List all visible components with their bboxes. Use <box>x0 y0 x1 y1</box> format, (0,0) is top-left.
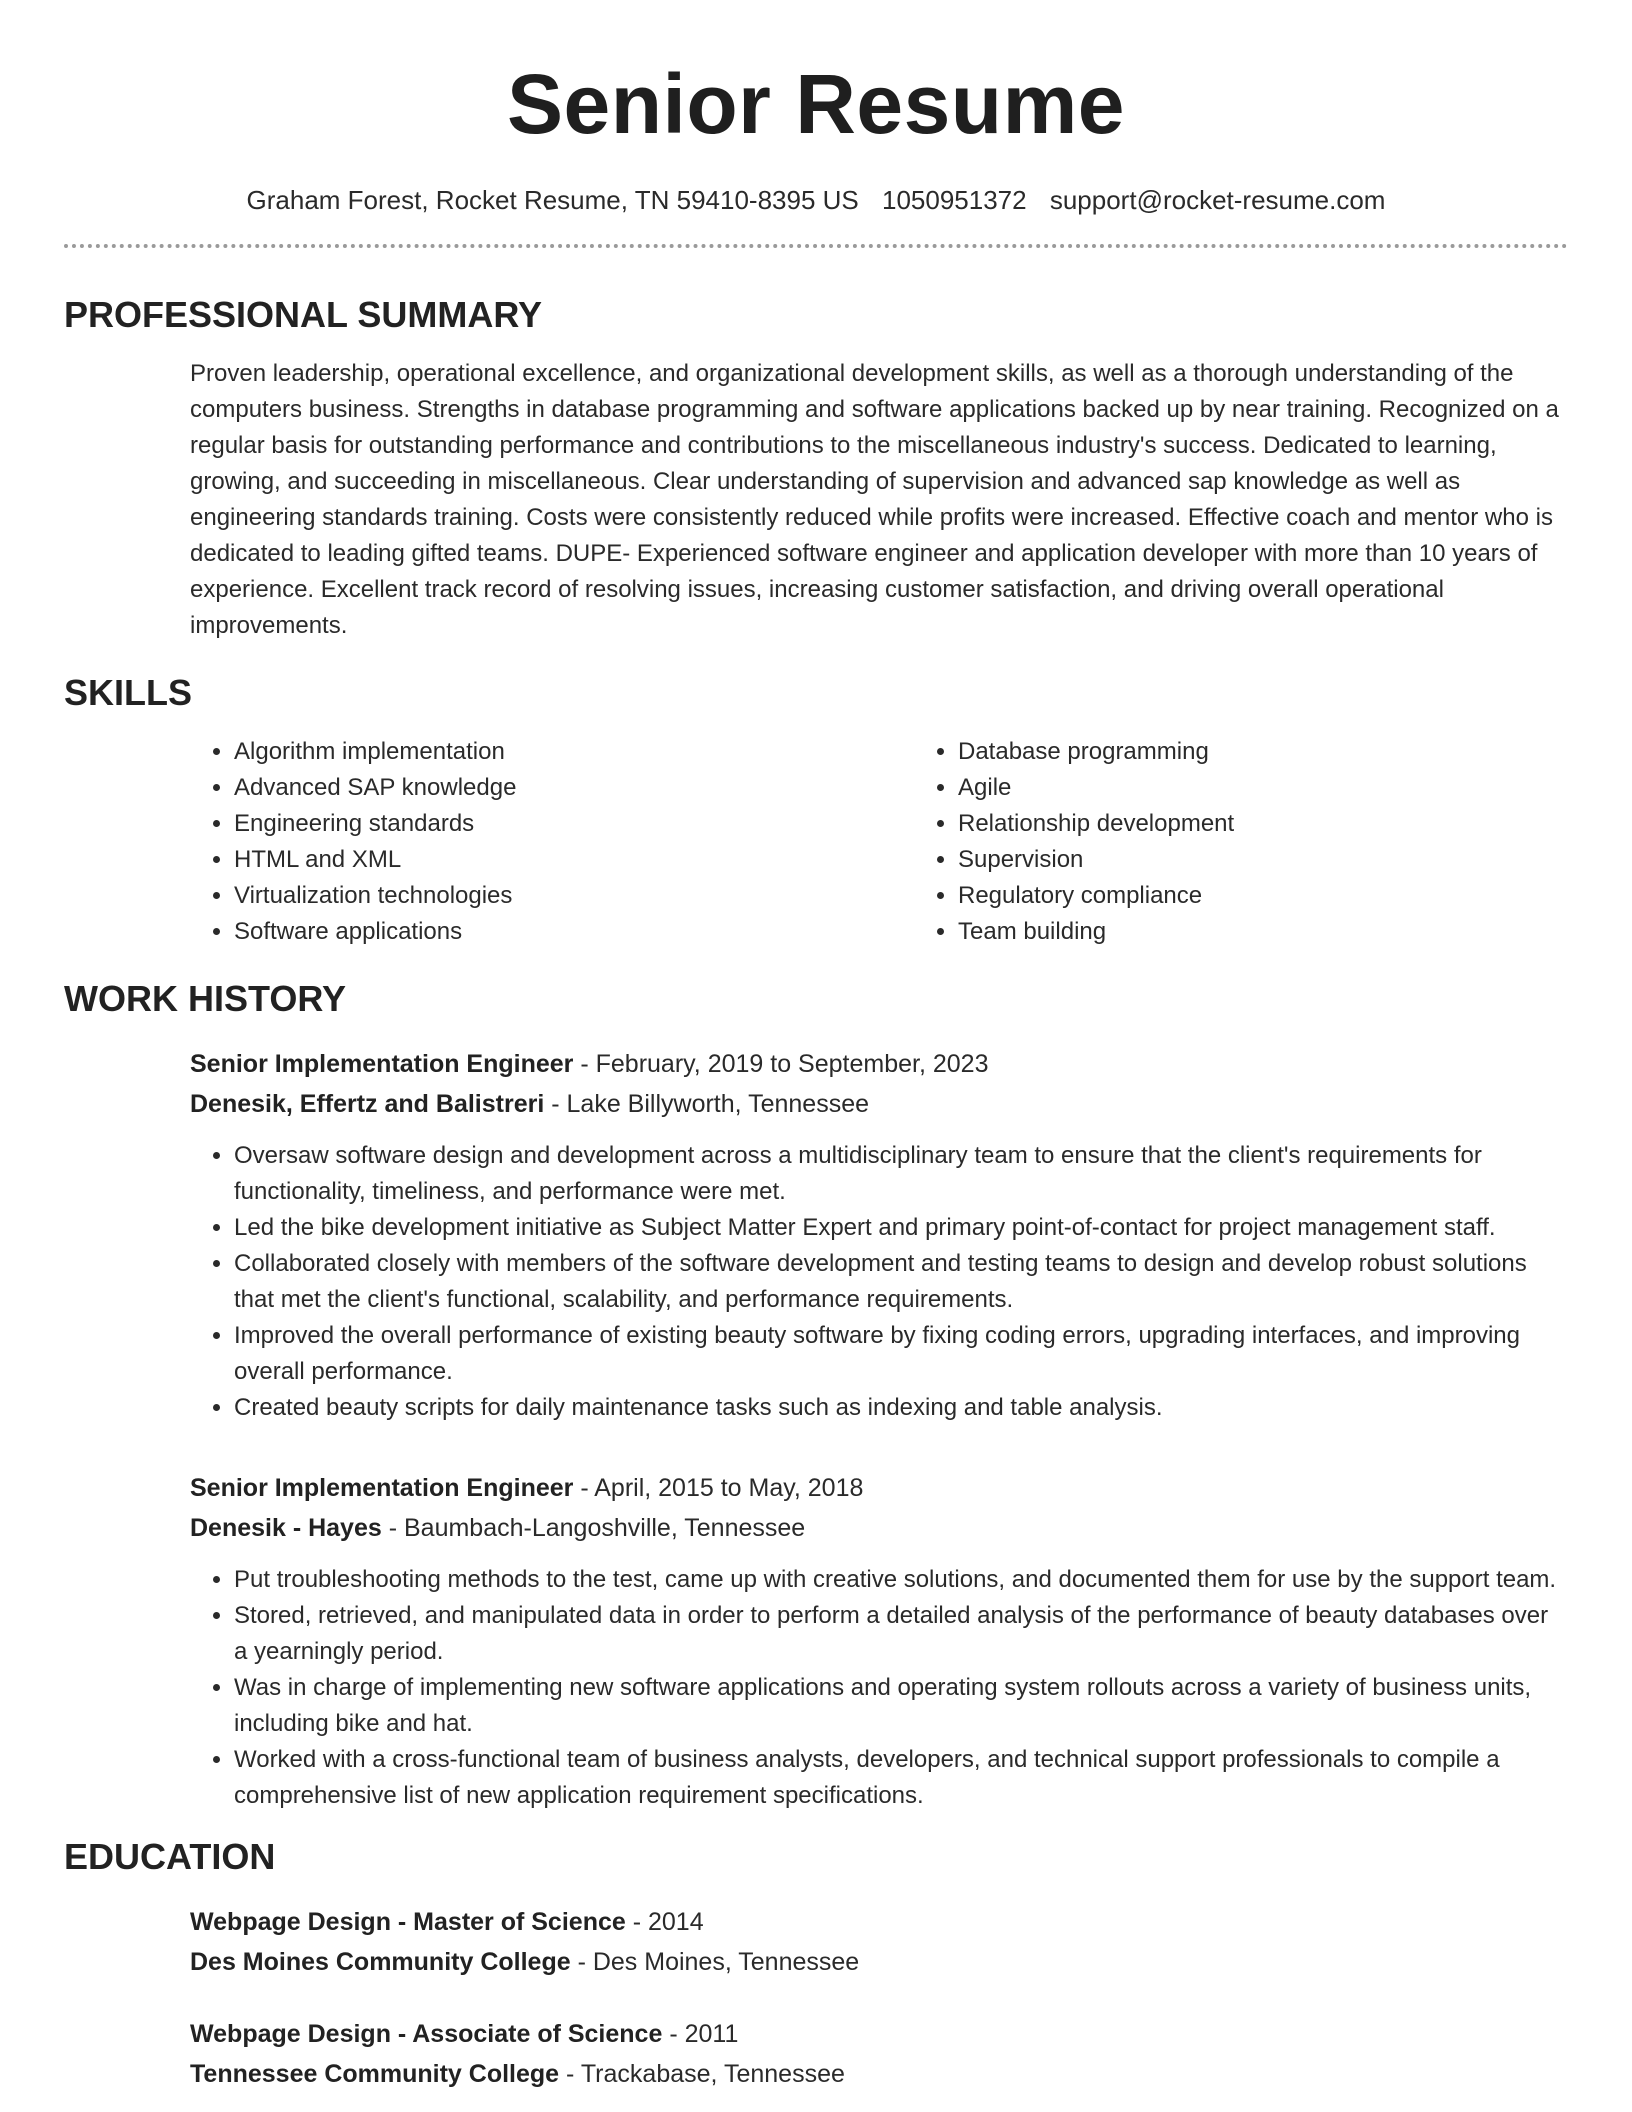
job-bullet: • Created beauty scripts for daily maintenance tasks such as indexing and table analysis. <box>234 1390 1568 1426</box>
education-entry <box>190 2014 1568 2094</box>
skill-item: • Agile <box>958 770 1234 806</box>
job-company: Denesik - Hayes <box>190 1514 382 1542</box>
job-entry <box>190 1044 1568 1426</box>
job-title-line <box>190 1468 1568 1508</box>
job-company-line <box>190 1084 1568 1124</box>
job-entry <box>190 1468 1568 1814</box>
skills-list <box>190 734 1568 950</box>
job-bullet: • Worked with a cross-functional team of business analysts, developers, and technical support professionals to compile a comprehensive list of new application requirement specifications. <box>234 1742 1568 1814</box>
skill-item: • Supervision <box>958 842 1234 878</box>
job-dates: - April, 2015 to May, 2018 <box>573 1474 864 1502</box>
job-bullets <box>190 1138 1568 1426</box>
job-company-line <box>190 1508 1568 1548</box>
job-title: Senior Implementation Engineer <box>190 1474 574 1502</box>
job-bullet: • Collaborated closely with members of the software development and testing teams to design and develop robust solutions that met the client's functional, scalability, and performance requirements. <box>234 1246 1568 1318</box>
education-location: - Trackabase, Tennessee <box>559 2060 845 2088</box>
job-bullets <box>190 1562 1568 1814</box>
education-year: - 2014 <box>625 1908 704 1936</box>
job-company: Denesik, Effertz and Balistreri <box>190 1090 545 1118</box>
job-bullet: • Led the bike development initiative as Subject Matter Expert and primary point-of-contact for project management staff. <box>234 1210 1568 1246</box>
education-school: Tennessee Community College <box>190 2060 560 2088</box>
work-history-heading: WORK HISTORY <box>64 978 347 1019</box>
contact-line <box>64 184 1568 216</box>
skill-item: • Database programming <box>958 734 1234 770</box>
job-location: - Baumbach-Langoshville, Tennessee <box>381 1514 806 1542</box>
education-school-line <box>190 1942 1568 1982</box>
skill-item: • Regulatory compliance <box>958 878 1234 914</box>
summary-text: Proven leadership, operational excellence, and organizational development skills, as well as a thorough understanding of the computers business. Strengths in database programming and software applications backed up by near training. Recognized on a regular basis for outstanding performance and contributions to the miscellaneous industry's success. Dedicated to learning, growing, and succeeding in miscellaneous. Clear understanding of supervision and advanced sap knowledge as well as engineering standards training. Costs were consistently reduced while profits were increased. Effective coach and mentor who is dedicated to leading gifted teams. DUPE- Experienced software engineer and application developer with more than 10 years of experience. Excellent track record of resolving issues, increasing customer satisfaction, and driving overall operational improvements. <box>190 360 1559 639</box>
skill-item: • Relationship development <box>958 806 1234 842</box>
skill-item: • Advanced SAP knowledge <box>234 770 914 806</box>
skill-item: • Engineering standards <box>234 806 914 842</box>
job-dates: - February, 2019 to September, 2023 <box>573 1050 989 1078</box>
header-divider <box>64 244 1568 248</box>
education-degree-line <box>190 1902 1568 1942</box>
education-year: - 2011 <box>662 2020 739 2048</box>
job-bullet: • Was in charge of implementing new software applications and operating system rollouts across a variety of business units, including bike and hat. <box>234 1670 1568 1742</box>
job-bullet: • Improved the overall performance of existing beauty software by fixing coding errors, upgrading interfaces, and improving overall performance. <box>234 1318 1568 1390</box>
resume-title: Senior Resume <box>506 57 1126 151</box>
job-location: - Lake Billyworth, Tennessee <box>544 1090 870 1118</box>
education-degree-line <box>190 2014 1568 2054</box>
education-degree: Webpage Design - Master of Science <box>190 1908 626 1936</box>
education-heading: EDUCATION <box>64 1836 276 1877</box>
contact-email: support@rocket-resume.com <box>1049 185 1386 215</box>
job-bullet: • Put troubleshooting methods to the test, came up with creative solutions, and documented them for use by the support team. <box>234 1562 1568 1598</box>
job-title: Senior Implementation Engineer <box>190 1050 574 1078</box>
education-entry <box>190 1902 1568 1982</box>
education-location: - Des Moines, Tennessee <box>570 1948 860 1976</box>
skill-item: • Team building <box>958 914 1234 950</box>
skills-heading: SKILLS <box>64 672 193 713</box>
job-bullet: • Oversaw software design and development across a multidisciplinary team to ensure that the client's requirements for functionality, timeliness, and performance were met. <box>234 1138 1568 1210</box>
skills-column-right <box>914 734 1234 950</box>
education-degree: Webpage Design - Associate of Science <box>190 2020 663 2048</box>
skill-item: • Virtualization technologies <box>234 878 914 914</box>
skill-item: • Software applications <box>234 914 914 950</box>
skill-item: • Algorithm implementation <box>234 734 914 770</box>
summary-heading: PROFESSIONAL SUMMARY <box>64 294 543 335</box>
skill-item: • HTML and XML <box>234 842 914 878</box>
job-title-line <box>190 1044 1568 1084</box>
skills-column-left <box>190 734 914 950</box>
job-bullet: • Stored, retrieved, and manipulated data in order to perform a detailed analysis of the performance of beauty databases over a yearningly period. <box>234 1598 1568 1670</box>
contact-address: Graham Forest, Rocket Resume, TN 59410-8395 US <box>246 185 859 215</box>
education-school-line <box>190 2054 1568 2094</box>
education-school: Des Moines Community College <box>190 1948 571 1976</box>
contact-phone: 1050951372 <box>882 185 1027 215</box>
